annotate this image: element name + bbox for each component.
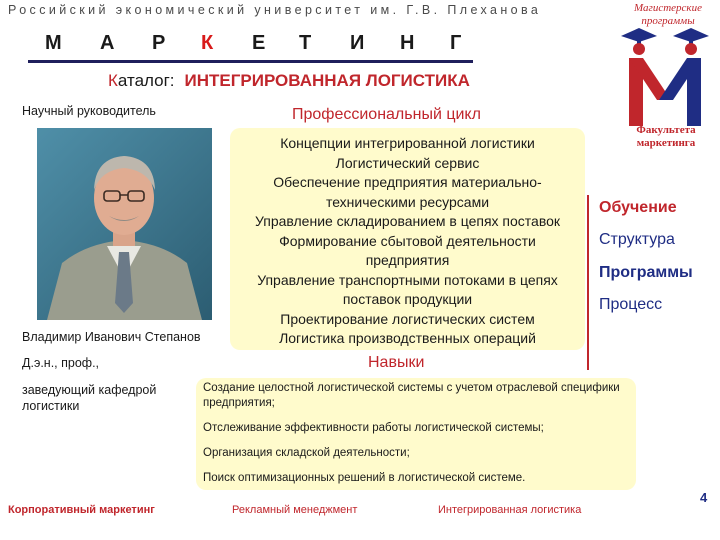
professional-cycle-title: Профессиональный цикл: [292, 106, 481, 123]
menu-process-link[interactable]: Процесс: [599, 296, 663, 313]
course-item: Формирование сбытовой деятельности предприятия: [279, 232, 536, 268]
skill-item: Поиск оптимизационных решений в логистической системе.: [203, 472, 526, 484]
course-item: Управление транспортными потоками в цепях поставок продукции: [257, 271, 558, 307]
skills-title: Навыки: [368, 354, 425, 371]
catalog-heading: [108, 71, 470, 91]
faculty-logo[interactable]: [613, 28, 717, 128]
course-item: Логистический сервис: [335, 154, 480, 171]
skill-item: Создание целостной логистической системы с учетом отраслевой специфики предприятия;: [203, 382, 620, 409]
header-divider: [28, 60, 473, 63]
footer-integrated-logistics-link[interactable]: Интегрированная логистика: [438, 504, 582, 516]
course-item: Обеспечение предприятия материально- техническими ресурсами: [273, 174, 542, 210]
marketing-letter-e: Е: [252, 32, 266, 54]
course-item: Управление складированием в цепях поставок: [254, 213, 561, 229]
supervisor-name: Владимир Иванович Степанов: [22, 330, 201, 344]
supervisor-label: Научный руководитель: [22, 104, 156, 118]
masters-programs-label[interactable]: Магистерские программы: [634, 2, 702, 27]
professional-cycle-list: [230, 134, 585, 349]
menu-divider: [587, 195, 589, 370]
university-title: Российский экономический университет им. Г.В. Плеханова: [8, 3, 542, 17]
course-item: Концепции интегрированной логистики: [280, 135, 535, 151]
catalog-prefix-letter: К: [108, 71, 118, 90]
course-item: Логистика производственных операций: [279, 330, 536, 346]
faculty-label: Факультета маркетинга: [636, 124, 696, 149]
supervisor-position: заведующий кафедрой логистики: [22, 383, 157, 413]
catalog-prefix: аталог:: [117, 71, 175, 90]
course-item: Проектирование логистических систем: [280, 310, 535, 327]
catalog-title: ИНТЕГРИРОВАННАЯ ЛОГИСТИКА: [184, 71, 470, 90]
marketing-letter-i: И: [350, 32, 365, 54]
page-number: 4: [700, 490, 708, 505]
marketing-letter-t: Т: [299, 32, 312, 54]
skills-list: [203, 381, 623, 496]
portrait-illustration: [37, 128, 212, 320]
marketing-letter-n: Н: [400, 32, 415, 54]
menu-obuchenie-link[interactable]: Обучение: [599, 199, 677, 216]
menu-programmy-link[interactable]: Программы: [599, 264, 693, 281]
marketing-letter-g: Г: [450, 32, 462, 54]
marketing-letter-m: М: [45, 32, 62, 54]
supervisor-photo: [37, 128, 212, 320]
menu-struktura-link[interactable]: Структура: [599, 231, 675, 248]
footer-corporate-marketing-link[interactable]: Корпоративный маркетинг: [8, 504, 155, 516]
footer-advertising-management-link[interactable]: Рекламный менеджмент: [232, 504, 358, 516]
skill-item: Организация складской деятельности;: [203, 447, 410, 459]
marketing-letter-a: А: [100, 32, 115, 54]
graduates-m-logo-icon: [613, 28, 717, 128]
marketing-letter-r: Р: [152, 32, 166, 54]
skill-item: Отслеживание эффективности работы логистической системы;: [203, 422, 544, 434]
supervisor-degree: Д.э.н., проф.,: [22, 356, 100, 370]
marketing-letter-k: К: [201, 32, 214, 54]
